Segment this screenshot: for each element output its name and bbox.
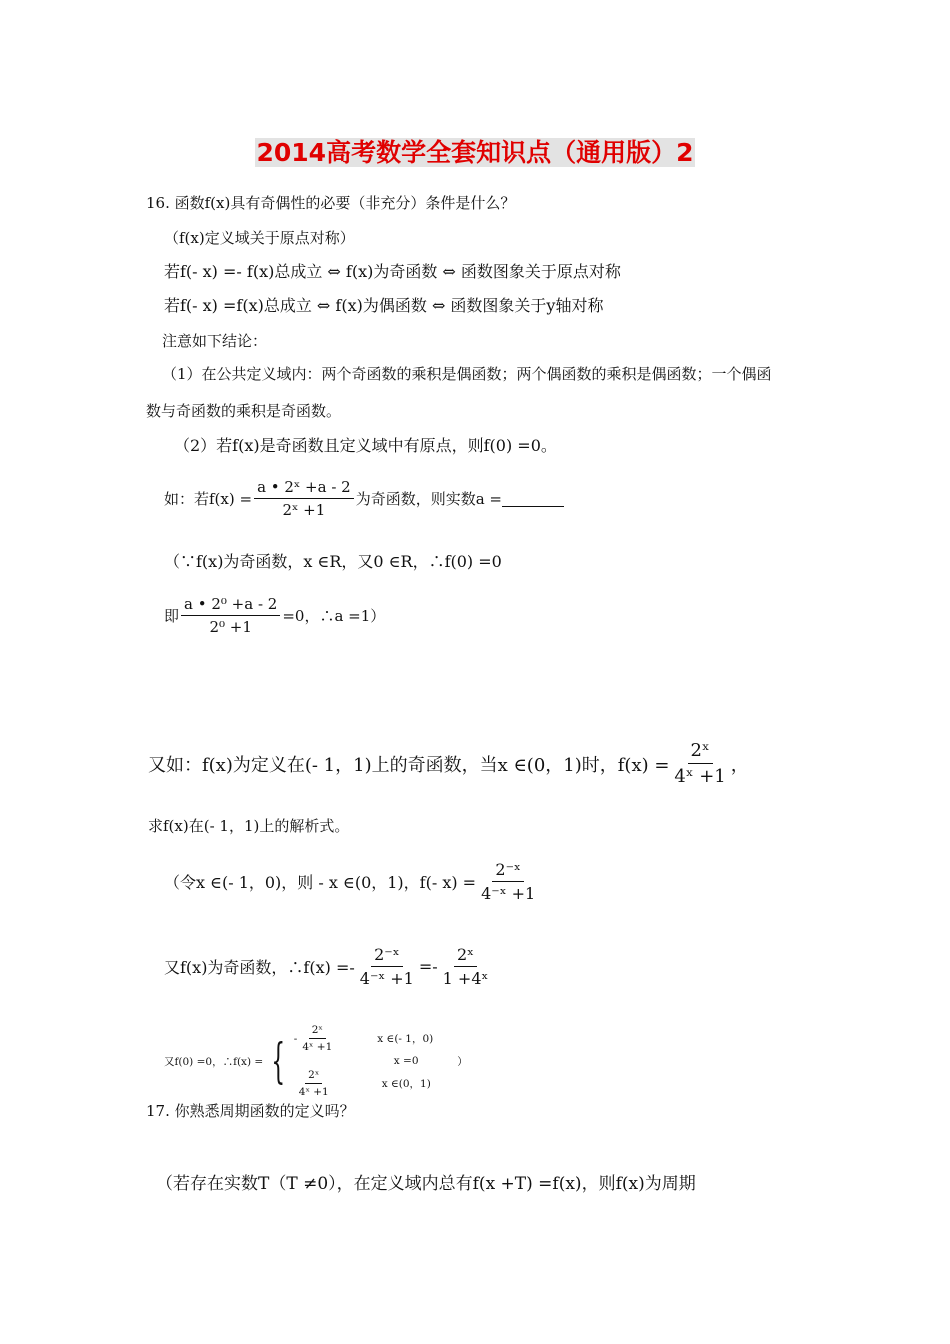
fraction-denominator: 4⁻ˣ +1 (481, 884, 536, 903)
odd-function-rule: 若f(- x) =- f(x)总成立 ⇔ f(x)为奇函数 ⇔ 函数图象关于原点对称 (164, 262, 621, 281)
solution-1-line-2 (164, 595, 385, 636)
answer-blank (502, 490, 564, 507)
example-1-prefix: 如：若f(x) = (164, 490, 253, 508)
solution-2-line-1 (164, 860, 540, 903)
solution-2-fraction-1 (357, 945, 417, 988)
fraction-denominator: 4⁻ˣ +1 (359, 969, 414, 988)
question-17: 17. 你熟悉周期函数的定义吗？ (146, 1102, 355, 1120)
conclusion-1-line-1: （1）在公共定义域内：两个奇函数的乘积是偶函数；两个偶函数的乘积是偶函数；一个偶函 (162, 365, 772, 383)
solution-1-line-1: （∵f(x)为奇函数，x ∈R，又0 ∈R，∴f(0) =0 (164, 552, 502, 571)
piecewise-cases (294, 1024, 434, 1098)
note-heading: 注意如下结论： (162, 332, 268, 350)
fraction-numerator: 2ˣ (305, 1069, 322, 1084)
fraction-denominator: 2⁰ +1 (209, 618, 252, 636)
fraction-denominator: 4ˣ +1 (302, 1041, 333, 1053)
piecewise-close: ） (457, 1055, 468, 1068)
solution-2-fraction (478, 860, 538, 903)
fraction-numerator: 2ˣ (454, 945, 477, 967)
solution-1-fraction (181, 595, 280, 636)
solution-2-text: （令x ∈(- 1，0)，则 - x ∈(0，1)，f(- x) = (164, 873, 477, 892)
example-2-suffix: ， (730, 754, 749, 776)
domain-note: （f(x)定义域关于原点对称） (164, 229, 355, 247)
solution-2-prefix: 又f(x)为奇函数，∴f(x) =- (164, 958, 355, 977)
question-16: 16. 函数f(x)具有奇偶性的必要（非充分）条件是什么？ (146, 194, 516, 212)
question-17-answer: （若存在实数T（T ≠0），在定义域内总有f(x +T) =f(x)，则f(x)为周期 (156, 1174, 696, 1194)
solution-2-mid: =- (418, 957, 438, 976)
example-2-text: 又如：f(x)为定义在(- 1，1)上的奇函数，当x ∈(0，1)时，f(x) = (148, 754, 670, 776)
fraction-numerator: 2ˣ (309, 1024, 326, 1039)
piecewise-case-positive (294, 1069, 434, 1098)
fraction-denominator: 4ˣ +1 (298, 1086, 329, 1098)
case-condition: x ∈(0，1) (381, 1078, 431, 1090)
conclusion-1-line-2: 数与奇函数的乘积是奇函数。 (146, 402, 342, 420)
fraction-numerator: a • 2⁰ +a - 2 (181, 595, 280, 616)
fraction-denominator: 4ˣ +1 (674, 766, 726, 787)
example-1 (164, 478, 564, 519)
conclusion-2: （2）若f(x)是奇函数且定义域中有原点，则f(0) =0。 (174, 436, 557, 455)
example-1-fraction (254, 478, 354, 519)
piecewise-case-zero: x =0 (393, 1055, 419, 1067)
solution-1-prefix: 即 (164, 607, 180, 625)
piecewise-definition (164, 1024, 468, 1098)
example-2-fraction (671, 740, 728, 787)
piecewise-prefix: 又f(0) =0，∴f(x) = (164, 1055, 264, 1068)
page-title: 2014高考数学全套知识点（通用版）2 (256, 138, 694, 167)
fraction-numerator: 2⁻ˣ (492, 860, 523, 882)
solution-1-suffix: =0，∴a =1） (282, 607, 386, 625)
piecewise-case-negative (294, 1024, 434, 1053)
solution-2-line-2 (164, 945, 493, 988)
case-sign: - (293, 1032, 298, 1045)
example-2-line-2: 求f(x)在(- 1，1)上的解析式。 (148, 817, 350, 835)
fraction-numerator: 2ˣ (688, 740, 713, 764)
example-2-line-1 (148, 740, 749, 787)
case-condition: x ∈(- 1，0) (377, 1033, 434, 1045)
left-brace: { (271, 1033, 286, 1089)
fraction-denominator: 2ˣ +1 (282, 501, 326, 519)
case-fraction (299, 1024, 335, 1053)
fraction-numerator: 2⁻ˣ (371, 945, 402, 967)
example-1-suffix: 为奇函数，则实数a = (355, 490, 502, 508)
case-fraction (296, 1069, 332, 1098)
fraction-numerator: a • 2ˣ +a - 2 (254, 478, 354, 499)
fraction-denominator: 1 +4ˣ (442, 969, 489, 988)
solution-2-fraction-2 (440, 945, 492, 988)
even-function-rule: 若f(- x) =f(x)总成立 ⇔ f(x)为偶函数 ⇔ 函数图象关于y轴对称 (164, 296, 604, 315)
